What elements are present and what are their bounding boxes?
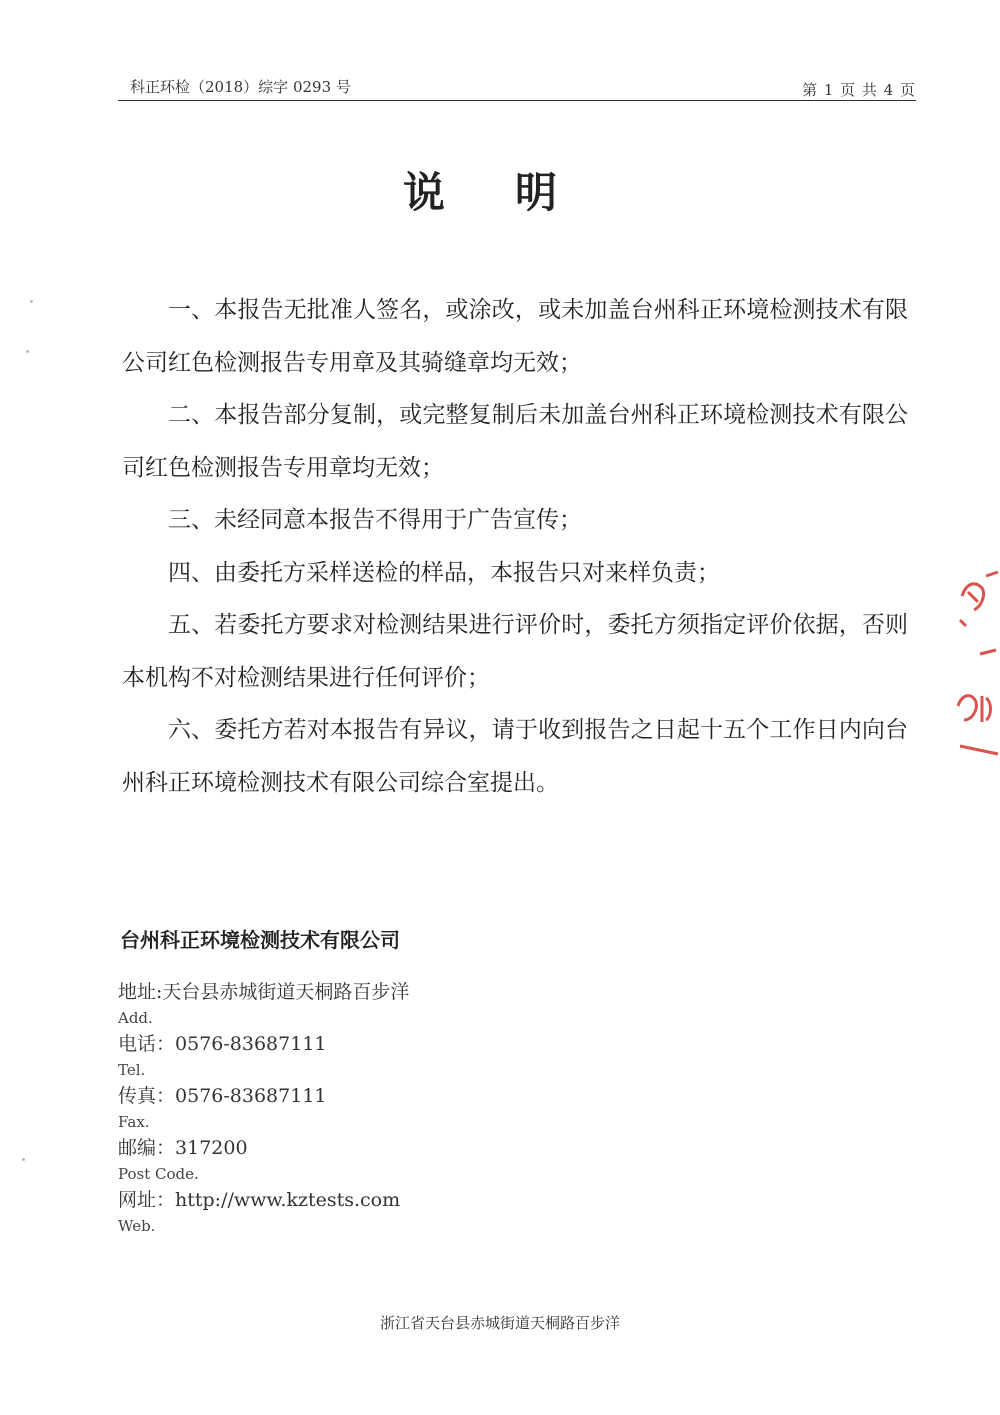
notice-body bbox=[122, 284, 908, 809]
phone-row bbox=[118, 1030, 718, 1058]
web-label: 网址： bbox=[118, 1189, 176, 1211]
notice-item-5: 五、若委托方要求对检测结果进行评价时，委托方须指定评价依据，否则本机构不对检测结果进行任何评价； bbox=[122, 612, 908, 691]
postcode-row bbox=[118, 1134, 718, 1162]
report-number: 科正环检（2018）综字 0293 号 bbox=[130, 78, 351, 96]
postcode-value: 317200 bbox=[175, 1137, 248, 1159]
web-en-label: Web. bbox=[118, 1217, 156, 1235]
company-name: 台州科正环境检测技术有限公司 bbox=[120, 928, 400, 952]
notice-item-1: 一、本报告无批准人签名，或涂改，或未加盖台州科正环境检测技术有限公司红色检测报告专用章及其骑缝章均无效； bbox=[122, 297, 908, 376]
page-indicator: 第 1 页 共 4 页 bbox=[802, 81, 916, 99]
fax-label: 传真： bbox=[118, 1085, 176, 1107]
web-value: http://www.kztests.com bbox=[175, 1189, 401, 1211]
document-title: 说明 bbox=[402, 168, 627, 217]
fax-value: 0576-83687111 bbox=[175, 1085, 327, 1107]
web-row bbox=[118, 1186, 718, 1214]
page-header bbox=[118, 72, 916, 101]
fax-en-label: Fax. bbox=[118, 1113, 150, 1131]
phone-label: 电话： bbox=[118, 1033, 176, 1055]
phone-value: 0576-83687111 bbox=[175, 1033, 327, 1055]
notice-item-4: 四、由委托方采样送检的样品，本报告只对来样负责； bbox=[168, 559, 720, 586]
postcode-label: 邮编： bbox=[118, 1137, 176, 1159]
fax-row bbox=[118, 1082, 718, 1110]
address-label: 地址: bbox=[118, 981, 163, 1003]
phone-en-label: Tel. bbox=[118, 1061, 146, 1079]
address-en-label: Add. bbox=[118, 1009, 153, 1027]
notice-item-2: 二、本报告部分复制，或完整复制后未加盖台州科正环境检测技术有限公司红色检测报告专用章均无效； bbox=[122, 402, 908, 481]
address-row bbox=[118, 978, 718, 1006]
notice-item-6: 六、委托方若对本报告有异议，请于收到报告之日起十五个工作日内向台州科正环境检测技术有限公司综合室提出。 bbox=[122, 717, 908, 796]
address-value: 天台县赤城街道天桐路百步洋 bbox=[162, 981, 410, 1003]
scan-speck bbox=[30, 300, 33, 303]
scan-speck bbox=[22, 1158, 25, 1161]
page-footer: 浙江省天台县赤城街道天桐路百步洋 bbox=[379, 1314, 620, 1332]
postcode-en-label: Post Code. bbox=[118, 1165, 199, 1183]
scan-speck bbox=[26, 350, 29, 353]
contact-block bbox=[118, 978, 718, 1238]
red-seal-fragment-icon bbox=[952, 570, 1000, 760]
notice-item-3: 三、未经同意本报告不得用于广告宣传； bbox=[168, 507, 582, 533]
